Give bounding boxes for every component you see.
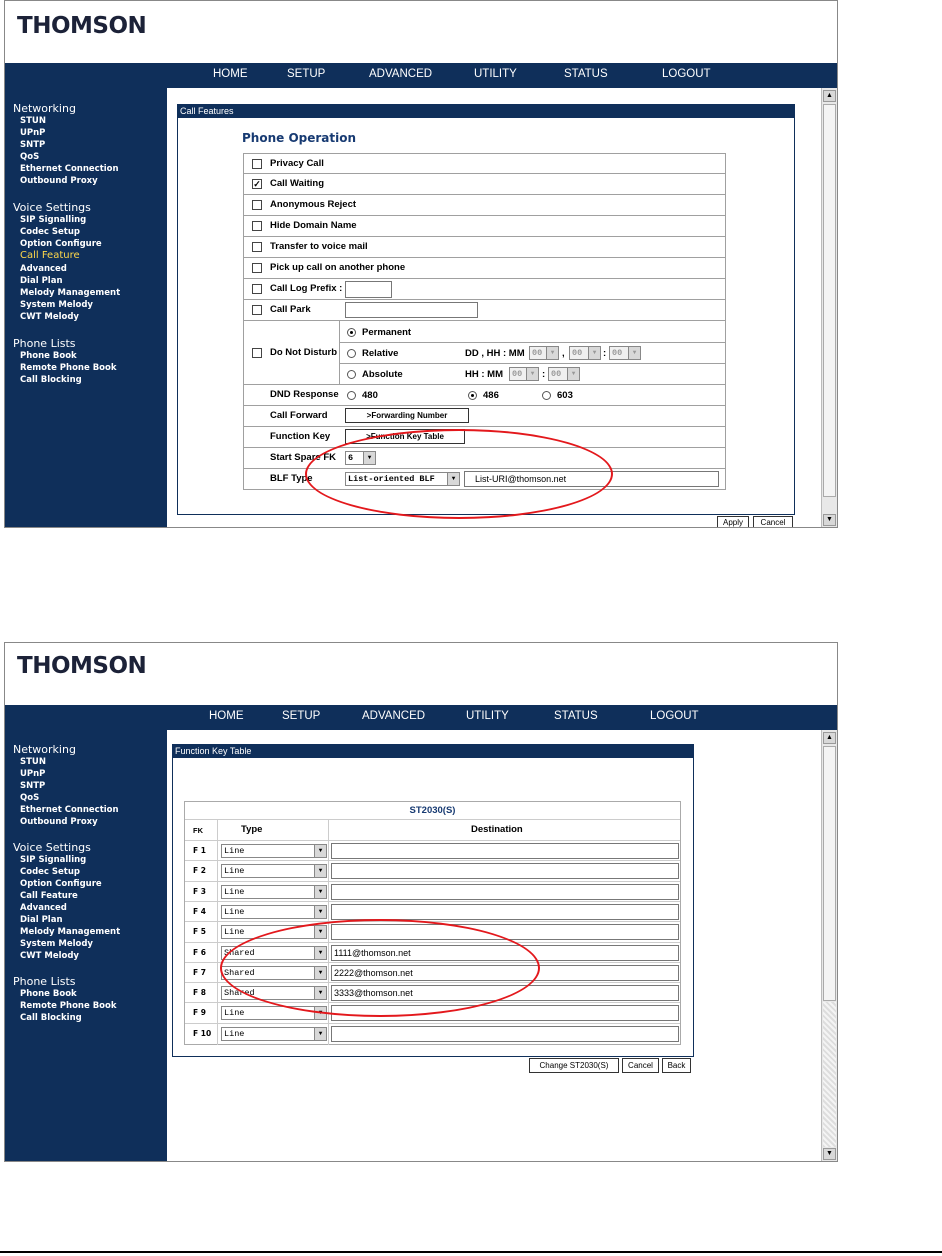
row-call-log-prefix — [243, 279, 726, 300]
call-waiting-label: Call Waiting — [270, 178, 325, 189]
nav-advanced[interactable]: ADVANCED — [369, 68, 433, 80]
nav-utility[interactable]: UTILITY — [466, 710, 509, 722]
dnd-absolute-min-select[interactable] — [548, 367, 580, 381]
sidebar-item-phone-book[interactable]: Phone Book — [20, 989, 77, 999]
call-features-screenshot — [4, 0, 838, 528]
scroll-up-icon[interactable]: ▲ — [823, 732, 836, 744]
sidebar-item-option[interactable]: Option Configure — [20, 879, 102, 889]
selected-value: 6 — [348, 453, 354, 463]
sidebar-item-remote-phone-book[interactable]: Remote Phone Book — [20, 363, 117, 373]
dnd-response-603-radio[interactable] — [542, 391, 551, 400]
sidebar-item-cwt-melody[interactable]: CWT Melody — [20, 951, 79, 961]
row-hide-domain — [243, 216, 726, 237]
sidebar-item-codec[interactable]: Codec Setup — [20, 867, 81, 877]
dnd-relative-hour-select[interactable] — [569, 346, 601, 360]
dnd-absolute-format: HH : MM — [465, 369, 503, 380]
dropdown-arrow-icon: ▼ — [314, 906, 326, 918]
call-forward-label: Call Forward — [270, 410, 328, 421]
separator: : — [542, 369, 546, 380]
table-row — [185, 881, 680, 901]
nav-home[interactable]: HOME — [209, 710, 244, 722]
sidebar-item-cwt-melody[interactable]: CWT Melody — [20, 312, 79, 322]
sidebar-item-outbound-proxy[interactable]: Outbound Proxy — [20, 817, 98, 827]
transfer-voicemail-checkbox[interactable] — [252, 242, 262, 252]
sidebar-group-phone-lists[interactable]: Phone Lists — [13, 975, 76, 988]
sidebar-item-dial-plan[interactable]: Dial Plan — [20, 915, 63, 925]
selected-value: 00 — [612, 348, 623, 358]
fk-type-select[interactable] — [221, 864, 327, 878]
dnd-relative-day-select[interactable] — [529, 346, 559, 360]
selected-value: List-oriented BLF — [348, 474, 435, 484]
scroll-thumb[interactable] — [823, 104, 836, 497]
table-row — [185, 860, 680, 880]
fk-destination-input[interactable]: 2222@thomson.net — [331, 965, 679, 981]
row-call-waiting — [243, 174, 726, 195]
dnd-divider — [339, 321, 340, 384]
scroll-thumb[interactable] — [823, 746, 836, 1001]
dnd-relative-radio[interactable] — [347, 349, 356, 358]
nav-setup[interactable]: SETUP — [287, 68, 326, 80]
dropdown-arrow-icon: ▼ — [447, 473, 459, 485]
panel-title: Function Key Table — [173, 745, 693, 758]
sidebar-item-phone-book[interactable]: Phone Book — [20, 351, 77, 361]
thomson-logo: THOMSON — [17, 653, 147, 679]
dnd-response-486-label: 486 — [483, 390, 499, 401]
blf-list-uri-input[interactable]: List-URI@thomson.net — [464, 471, 719, 487]
dnd-response-480-radio[interactable] — [347, 391, 356, 400]
sidebar-item-melody-mgmt[interactable]: Melody Management — [20, 288, 121, 298]
sidebar-item-outbound-proxy[interactable]: Outbound Proxy — [20, 176, 98, 186]
dropdown-arrow-icon: ▼ — [628, 347, 640, 359]
dropdown-arrow-icon: ▼ — [314, 926, 326, 938]
call-park-label: Call Park — [270, 304, 311, 315]
dropdown-arrow-icon: ▼ — [314, 947, 326, 959]
nav-logout[interactable]: LOGOUT — [650, 710, 699, 722]
forwarding-number-button[interactable]: >Forwarding Number — [345, 408, 469, 423]
dnd-permanent-label: Permanent — [362, 327, 412, 338]
column-fk: FK — [193, 826, 203, 835]
nav-advanced[interactable]: ADVANCED — [362, 710, 426, 722]
table-row — [185, 901, 680, 921]
fk-label: F 10 — [193, 1028, 212, 1038]
sidebar-item-sip[interactable]: SIP Signalling — [20, 855, 87, 865]
dnd-relative-label: Relative — [362, 348, 399, 359]
selected-value: 00 — [512, 369, 523, 379]
scroll-down-icon[interactable]: ▼ — [823, 514, 836, 526]
sidebar-item-call-blocking[interactable]: Call Blocking — [20, 1013, 82, 1023]
sidebar-item-remote-phone-book[interactable]: Remote Phone Book — [20, 1001, 117, 1011]
fk-label: F 1 — [193, 846, 206, 855]
selected-value: Line — [224, 1028, 245, 1039]
call-waiting-checkbox[interactable]: ✓ — [253, 179, 261, 189]
table-row — [185, 1023, 680, 1043]
sidebar — [5, 88, 167, 528]
selected-value: Shared — [224, 947, 255, 958]
fk-type-select[interactable] — [221, 1027, 327, 1041]
sidebar-item-option[interactable]: Option Configure — [20, 239, 102, 249]
top-nav — [5, 705, 837, 730]
sidebar-item-sntp[interactable]: SNTP — [20, 140, 46, 150]
function-key-label: Function Key — [270, 431, 331, 442]
sidebar-group-voice[interactable]: Voice Settings — [13, 841, 91, 854]
selected-value: Line — [224, 866, 245, 877]
row-call-park — [243, 300, 726, 321]
selected-value: Shared — [224, 967, 255, 978]
row-privacy-call — [243, 153, 726, 174]
dropdown-arrow-icon: ▼ — [314, 886, 326, 898]
sidebar-item-sip[interactable]: SIP Signalling — [20, 215, 87, 225]
dnd-label: Do Not Disturb — [270, 347, 338, 358]
selected-value: 00 — [572, 348, 583, 358]
fk-destination-input[interactable] — [331, 863, 679, 879]
sidebar-item-stun[interactable]: STUN — [20, 116, 46, 126]
table-row — [185, 840, 680, 860]
panel-title: Call Features — [178, 105, 794, 118]
dnd-checkbox[interactable] — [252, 348, 262, 358]
separator: , — [562, 348, 565, 359]
dropdown-arrow-icon: ▼ — [588, 347, 600, 359]
fk-destination-input[interactable]: 1111@thomson.net — [331, 945, 679, 961]
column-type: Type — [241, 824, 263, 835]
hide-domain-checkbox[interactable] — [252, 221, 262, 231]
transfer-voicemail-label: Transfer to voice mail — [270, 241, 368, 252]
dropdown-arrow-icon: ▼ — [546, 347, 558, 359]
table-title: ST2030(S) — [185, 802, 680, 820]
dnd-absolute-label: Absolute — [362, 369, 403, 380]
highlight-ellipse — [220, 919, 540, 1017]
top-nav — [5, 63, 837, 88]
vertical-scrollbar[interactable] — [821, 730, 837, 1162]
sidebar-item-sntp[interactable]: SNTP — [20, 781, 46, 791]
sidebar-item-ethernet[interactable]: Ethernet Connection — [20, 164, 119, 174]
fk-type-select[interactable] — [221, 885, 327, 899]
sidebar-group-networking[interactable]: Networking — [13, 743, 76, 756]
call-log-prefix-label: Call Log Prefix : — [270, 283, 343, 294]
dropdown-arrow-icon: ▼ — [526, 368, 538, 380]
pickup-checkbox[interactable] — [252, 263, 262, 273]
blf-type-label: BLF Type — [270, 473, 313, 484]
sidebar-item-qos[interactable]: QoS — [20, 793, 40, 803]
anonymous-reject-label: Anonymous Reject — [270, 199, 357, 210]
dnd-response-label: DND Response — [270, 389, 339, 400]
sidebar — [5, 730, 167, 1162]
row-anonymous-reject — [243, 195, 726, 216]
change-model-button[interactable]: Change ST2030(S) — [529, 1058, 619, 1073]
selected-value: Line — [224, 846, 245, 856]
scroll-up-icon[interactable]: ▲ — [823, 90, 836, 102]
dnd-absolute-hour-select[interactable] — [509, 367, 539, 381]
row-transfer-voicemail — [243, 237, 726, 258]
fk-type-select[interactable] — [221, 905, 327, 919]
fk-label: F 3 — [193, 886, 206, 896]
anonymous-reject-checkbox[interactable] — [252, 200, 262, 210]
privacy-call-checkbox[interactable] — [252, 159, 262, 169]
nav-utility[interactable]: UTILITY — [474, 68, 517, 80]
selected-value: Shared — [224, 988, 255, 999]
sidebar-item-system-melody[interactable]: System Melody — [20, 300, 93, 310]
fk-destination-input[interactable]: 3333@thomson.net — [331, 985, 679, 1001]
dropdown-arrow-icon: ▼ — [314, 987, 326, 999]
hide-domain-label: Hide Domain Name — [270, 220, 357, 231]
call-log-prefix-checkbox[interactable] — [252, 284, 262, 294]
fk-label: F 5 — [193, 927, 206, 937]
apply-button[interactable]: Apply — [717, 516, 749, 528]
selected-value: 00 — [532, 348, 543, 358]
sidebar-item-advanced[interactable]: Advanced — [20, 264, 67, 274]
fk-type-select[interactable] — [221, 844, 327, 858]
sidebar-item-melody-mgmt[interactable]: Melody Management — [20, 927, 121, 937]
dropdown-arrow-icon: ▼ — [314, 865, 326, 877]
sidebar-item-upnp[interactable]: UPnP — [20, 128, 46, 138]
row-call-forward — [243, 406, 726, 427]
separator: : — [603, 348, 607, 359]
fk-label: F 6 — [193, 947, 206, 957]
sidebar-item-ethernet[interactable]: Ethernet Connection — [20, 805, 119, 815]
sidebar-item-qos[interactable]: QoS — [20, 152, 40, 162]
fk-destination-input[interactable] — [331, 1026, 679, 1042]
sidebar-item-advanced[interactable]: Advanced — [20, 903, 67, 913]
row-dnd-response — [243, 385, 726, 406]
privacy-call-label: Privacy Call — [270, 158, 324, 169]
dropdown-arrow-icon: ▼ — [314, 967, 326, 979]
call-log-prefix-input[interactable] — [345, 281, 392, 298]
cancel-button[interactable]: Cancel — [753, 516, 793, 528]
dnd-divider — [339, 342, 726, 343]
fk-label: F 8 — [193, 988, 206, 998]
sidebar-group-phone-lists[interactable]: Phone Lists — [13, 337, 76, 350]
sidebar-item-call-blocking[interactable]: Call Blocking — [20, 375, 82, 385]
fk-label: F 9 — [193, 1008, 206, 1018]
nav-status[interactable]: STATUS — [564, 68, 608, 80]
function-key-table-button[interactable]: >Function Key Table — [345, 429, 465, 444]
back-button[interactable]: Back — [662, 1058, 691, 1073]
nav-setup[interactable]: SETUP — [282, 710, 321, 722]
dropdown-arrow-icon: ▼ — [567, 368, 579, 380]
row-pickup — [243, 258, 726, 279]
row-do-not-disturb — [243, 321, 726, 385]
scroll-down-icon[interactable]: ▼ — [823, 1148, 836, 1160]
call-park-checkbox[interactable] — [252, 305, 262, 315]
start-spare-fk-label: Start Spare FK — [270, 452, 336, 463]
fk-destination-input[interactable] — [331, 843, 679, 859]
sidebar-item-upnp[interactable]: UPnP — [20, 769, 46, 779]
scroll-track[interactable] — [823, 1002, 836, 1147]
dropdown-arrow-icon: ▼ — [314, 1007, 326, 1019]
dnd-divider — [339, 363, 726, 364]
nav-logout[interactable]: LOGOUT — [662, 68, 711, 80]
dnd-relative-format: DD , HH : MM — [465, 348, 525, 359]
selected-value: Line — [224, 886, 245, 897]
dnd-response-486-radio[interactable] — [468, 391, 477, 400]
fk-label: F 2 — [193, 866, 206, 876]
selected-value: Line — [224, 927, 245, 938]
column-destination: Destination — [471, 824, 523, 835]
dropdown-arrow-icon: ▼ — [363, 452, 375, 464]
nav-home[interactable]: HOME — [213, 68, 248, 80]
sidebar-item-codec[interactable]: Codec Setup — [20, 227, 81, 237]
vertical-scrollbar[interactable] — [821, 88, 837, 528]
fk-destination-input[interactable] — [331, 884, 679, 900]
pickup-label: Pick up call on another phone — [270, 262, 406, 273]
sidebar-item-call-feature[interactable]: Call Feature — [20, 250, 80, 261]
selected-value: Line — [224, 1008, 245, 1019]
dnd-response-480-label: 480 — [362, 390, 378, 401]
dnd-permanent-radio[interactable] — [347, 328, 356, 337]
call-park-input[interactable] — [345, 302, 478, 318]
section-heading: Phone Operation — [242, 131, 357, 145]
fk-label: F 4 — [193, 906, 206, 916]
thomson-logo: THOMSON — [17, 13, 147, 39]
sidebar-item-dial-plan[interactable]: Dial Plan — [20, 276, 63, 286]
dnd-relative-min-select[interactable] — [609, 346, 641, 360]
sidebar-item-call-feature[interactable]: Call Feature — [20, 891, 78, 901]
selected-value: 00 — [551, 369, 562, 379]
fk-destination-input[interactable] — [331, 904, 679, 920]
sidebar-group-networking[interactable]: Networking — [13, 102, 76, 115]
nav-status[interactable]: STATUS — [554, 710, 598, 722]
selected-value: Line — [224, 906, 245, 917]
function-key-table-screenshot — [4, 642, 838, 1162]
page-divider-line — [0, 1251, 942, 1253]
dropdown-arrow-icon: ▼ — [314, 845, 326, 857]
dnd-absolute-radio[interactable] — [347, 370, 356, 379]
sidebar-item-stun[interactable]: STUN — [20, 757, 46, 767]
sidebar-item-system-melody[interactable]: System Melody — [20, 939, 93, 949]
highlight-ellipse — [305, 429, 613, 519]
cancel-button[interactable]: Cancel — [622, 1058, 659, 1073]
fk-label: F 7 — [193, 967, 206, 977]
dnd-response-603-label: 603 — [557, 390, 573, 401]
sidebar-group-voice[interactable]: Voice Settings — [13, 201, 91, 214]
dropdown-arrow-icon: ▼ — [314, 1028, 326, 1040]
